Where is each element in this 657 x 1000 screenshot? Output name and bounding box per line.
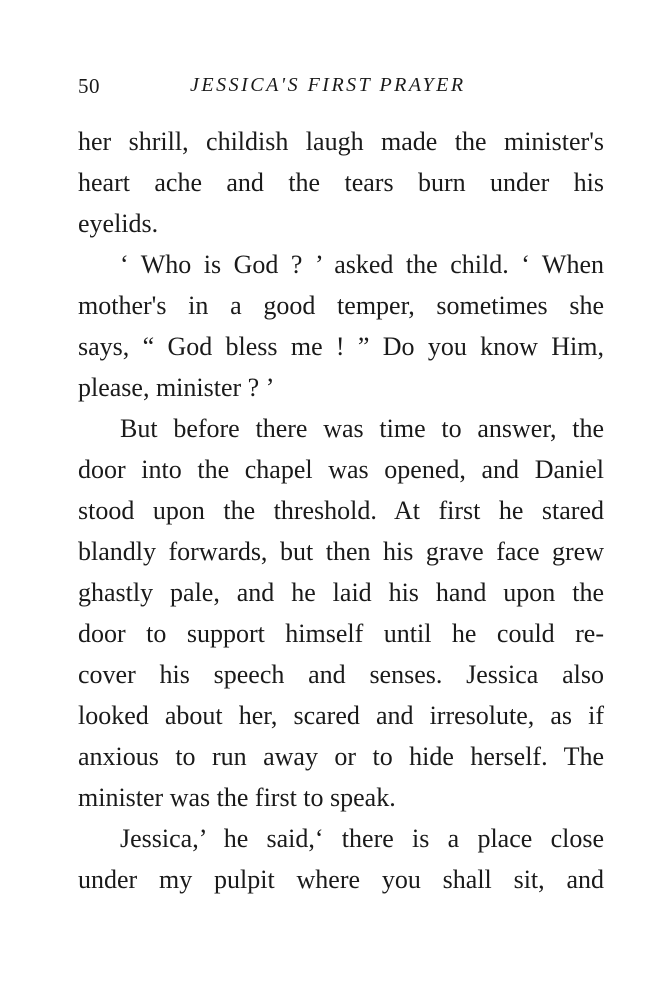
text-line: ‘ Who is God ? ’ asked the child. ‘ When [120, 250, 604, 279]
text-line: Jessica,’ he said,‘ there is a place close [120, 824, 604, 853]
page-header [78, 74, 604, 104]
text-line: mother's in a good temper, sometimes she [78, 291, 604, 320]
text-line: looked about her, scared and irresolute, as if [78, 701, 604, 730]
text-line: stood upon the threshold. At first he stared [78, 496, 604, 525]
body-text [78, 121, 604, 900]
text-line: cover his speech and senses. Jessica also [78, 660, 604, 689]
text-line: says, “ God bless me ! ” Do you know Him, [78, 332, 604, 361]
text-line: blandly forwards, but then his grave face grew [78, 537, 604, 566]
text-line: her shrill, childish laugh made the minister's [78, 127, 604, 156]
text-line: minister was the first to speak. [78, 783, 396, 812]
page-number: 50 [78, 74, 100, 98]
running-title: JESSICA'S FIRST PRAYER [190, 74, 466, 96]
text-line: please, minister ? ’ [78, 373, 275, 402]
text-line: heart ache and the tears burn under his [78, 168, 604, 197]
text-line: But before there was time to answer, the [120, 414, 604, 443]
text-line: eyelids. [78, 209, 159, 238]
text-line: under my pulpit where you shall sit, and [78, 865, 604, 894]
text-line: door into the chapel was opened, and Daniel [78, 455, 604, 484]
text-line: ghastly pale, and he laid his hand upon the [78, 578, 604, 607]
text-line: anxious to run away or to hide herself. The [78, 742, 604, 771]
text-line: door to support himself until he could re- [78, 619, 604, 648]
